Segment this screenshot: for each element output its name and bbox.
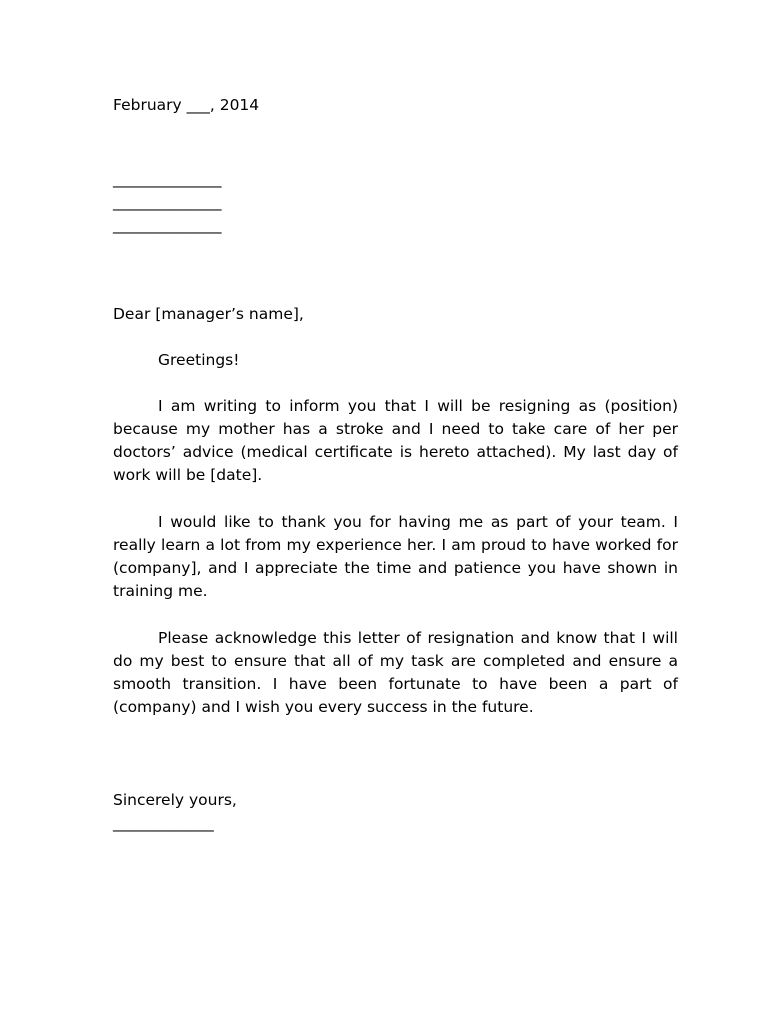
salutation: Dear [manager’s name],: [113, 305, 304, 323]
body-paragraph-3: Please acknowledge this letter of resignation and know that I will do my best to ensure that all of my task are completed and ensure a smooth transition. I have been fortunate to have been a part of (company) and I wish you every success in the future.: [113, 629, 678, 716]
address-line-3: ______________: [113, 216, 222, 234]
closing: Sincerely yours,: [113, 791, 237, 809]
greeting: Greetings!: [158, 351, 240, 369]
signature-line: _____________: [113, 814, 214, 832]
address-line-2: ______________: [113, 193, 222, 211]
body-paragraph-2: I would like to thank you for having me as part of your team. I really learn a lot from my experience her. I am proud to have worked for (company], and I appreciate the time and patience you have shown in training me.: [113, 513, 678, 600]
address-line-1: ______________: [113, 170, 222, 188]
body-paragraph-1: I am writing to inform you that I will be resigning as (position) because my mother has a stroke and I need to take care of her per doctors’ advice (medical certificate is hereto attached). My last day of work will be [date].: [113, 397, 678, 484]
letter-date: February ___, 2014: [113, 96, 260, 114]
